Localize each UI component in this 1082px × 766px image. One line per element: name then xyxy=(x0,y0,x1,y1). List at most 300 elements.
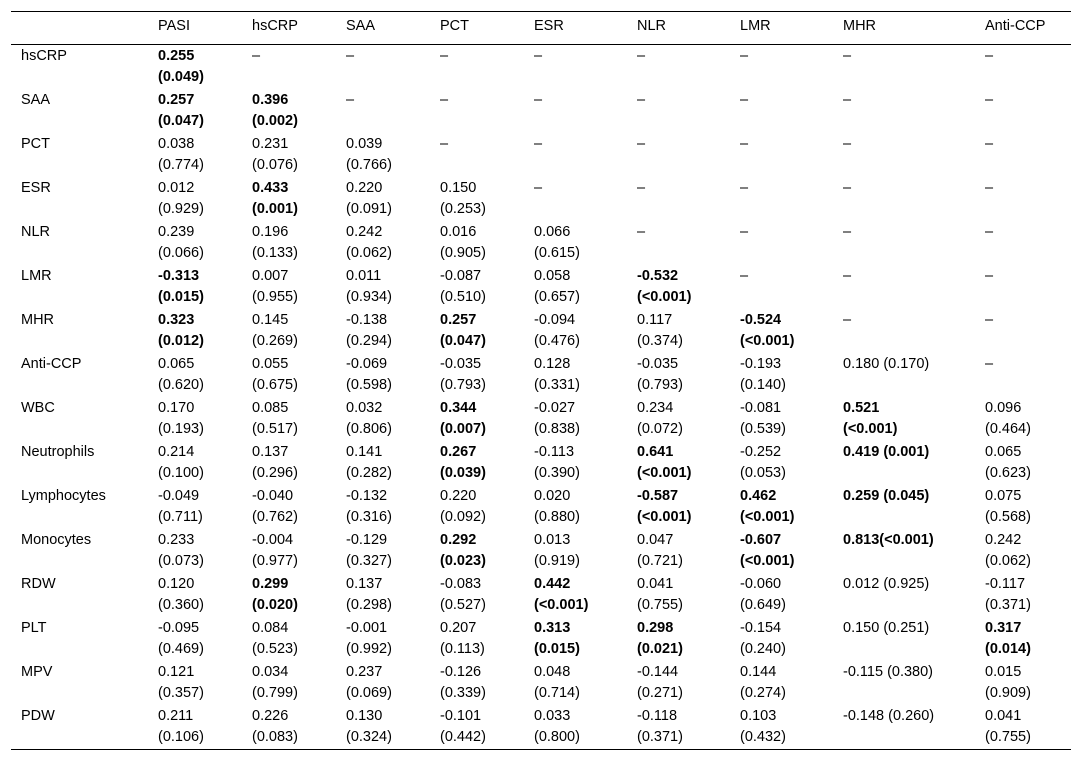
table-cell xyxy=(242,441,336,485)
p-value: (0.977) xyxy=(252,553,298,569)
correlation-value: 0.047 xyxy=(637,531,674,548)
table-cell xyxy=(336,485,430,529)
table-cell xyxy=(430,309,524,353)
correlation-value: 0.214 xyxy=(158,443,195,460)
header-row xyxy=(11,12,1071,45)
table-cell xyxy=(627,617,730,661)
p-value: (0.598) xyxy=(346,377,392,393)
table-cell xyxy=(730,177,833,221)
table-row xyxy=(11,617,1071,661)
correlation-value: 0.267 xyxy=(440,443,477,460)
table-cell xyxy=(975,661,1071,705)
table-cell xyxy=(975,265,1071,309)
row-label: Neutrophils xyxy=(21,443,95,460)
p-value: (0.762) xyxy=(252,509,298,525)
p-value: (0.047) xyxy=(158,113,204,129)
correlation-value: 0.323 xyxy=(158,311,195,328)
correlation-value: 0.231 xyxy=(252,135,289,152)
correlation-value: 0.259 (0.045) xyxy=(843,487,930,504)
correlation-value: – xyxy=(534,47,543,64)
p-value: (0.432) xyxy=(740,729,786,745)
correlation-value: -0.087 xyxy=(440,267,482,284)
table-cell xyxy=(833,529,975,573)
correlation-value: – xyxy=(740,223,749,240)
p-value: (0.919) xyxy=(534,553,580,569)
p-value: (0.766) xyxy=(346,157,392,173)
p-value: (0.374) xyxy=(637,333,683,349)
correlation-value: -0.193 xyxy=(740,355,782,372)
correlation-value: 0.144 xyxy=(740,663,777,680)
correlation-value: 0.207 xyxy=(440,619,477,636)
table-cell xyxy=(730,89,833,133)
table-cell xyxy=(242,353,336,397)
correlation-value: 0.039 xyxy=(346,135,383,152)
correlation-value: – xyxy=(843,311,852,328)
correlation-value: – xyxy=(985,223,994,240)
p-value: (0.298) xyxy=(346,597,392,613)
table-cell xyxy=(833,265,975,309)
correlation-value: – xyxy=(440,135,449,152)
row-label: Monocytes xyxy=(21,531,92,548)
correlation-value: – xyxy=(346,91,355,108)
table-cell xyxy=(148,265,242,309)
table-cell xyxy=(524,221,627,265)
correlation-value: 0.521 xyxy=(843,399,880,416)
table-cell xyxy=(627,309,730,353)
p-value: (<0.001) xyxy=(534,597,589,613)
column-header: SAA xyxy=(346,18,376,34)
table-cell xyxy=(975,221,1071,265)
correlation-value: 0.085 xyxy=(252,399,289,416)
correlation-value: 0.141 xyxy=(346,443,383,460)
correlation-value: – xyxy=(740,179,749,196)
p-value: (0.062) xyxy=(346,245,392,261)
correlation-value: -0.094 xyxy=(534,311,576,328)
table-cell xyxy=(627,133,730,177)
table-cell xyxy=(336,133,430,177)
p-value: (0.955) xyxy=(252,289,298,305)
row-label: PLT xyxy=(21,619,47,636)
table-row xyxy=(11,265,1071,309)
correlation-value: 0.011 xyxy=(346,267,382,284)
column-header: LMR xyxy=(740,18,771,34)
table-cell xyxy=(148,133,242,177)
p-value: (0.007) xyxy=(440,421,486,437)
p-value: (0.774) xyxy=(158,157,204,173)
correlation-value: – xyxy=(985,47,994,64)
p-value: (<0.001) xyxy=(740,333,795,349)
p-value: (0.464) xyxy=(985,421,1031,437)
table-cell xyxy=(242,661,336,705)
p-value: (0.069) xyxy=(346,685,392,701)
correlation-value: 0.075 xyxy=(985,487,1022,504)
correlation-value: -0.060 xyxy=(740,575,782,592)
table-cell xyxy=(430,89,524,133)
table-cell xyxy=(148,573,242,617)
table-cell xyxy=(242,133,336,177)
table-cell xyxy=(242,529,336,573)
table-cell xyxy=(524,133,627,177)
p-value: (<0.001) xyxy=(637,289,692,305)
correlation-value: 0.211 xyxy=(158,707,194,724)
table-cell xyxy=(524,529,627,573)
table-cell xyxy=(148,89,242,133)
p-value: (0.675) xyxy=(252,377,298,393)
p-value: (0.755) xyxy=(637,597,683,613)
table-cell xyxy=(730,441,833,485)
correlation-value: 0.255 xyxy=(158,47,195,64)
correlation-value: 0.130 xyxy=(346,707,383,724)
table-cell xyxy=(430,485,524,529)
p-value: (0.047) xyxy=(440,333,486,349)
correlation-value: – xyxy=(843,135,852,152)
correlation-value: 0.317 xyxy=(985,619,1022,636)
table-cell xyxy=(975,353,1071,397)
correlation-value: 0.055 xyxy=(252,355,289,372)
correlation-value: 0.813(<0.001) xyxy=(843,531,934,548)
p-value: (0.880) xyxy=(534,509,580,525)
table-cell xyxy=(524,617,627,661)
correlation-value: – xyxy=(843,179,852,196)
table-cell xyxy=(336,265,430,309)
p-value: (<0.001) xyxy=(740,553,795,569)
table-cell xyxy=(627,89,730,133)
p-value: (0.113) xyxy=(440,641,485,657)
table-cell xyxy=(730,529,833,573)
correlation-value: 0.058 xyxy=(534,267,571,284)
table-cell xyxy=(148,177,242,221)
p-value: (0.469) xyxy=(158,641,204,657)
correlation-value: -0.313 xyxy=(158,267,200,284)
p-value: (<0.001) xyxy=(843,421,898,437)
table-cell xyxy=(430,177,524,221)
table-cell xyxy=(336,177,430,221)
table-cell xyxy=(524,353,627,397)
correlation-value: 0.344 xyxy=(440,399,477,416)
table-row xyxy=(11,573,1071,617)
table-row xyxy=(11,441,1071,485)
table-cell xyxy=(833,485,975,529)
table-cell xyxy=(833,44,975,89)
p-value: (0.133) xyxy=(252,245,298,261)
correlation-value: 0.180 (0.170) xyxy=(843,355,930,372)
correlation-value: 0.117 xyxy=(637,311,673,328)
correlation-value: – xyxy=(252,47,261,64)
correlation-value: -0.126 xyxy=(440,663,482,680)
p-value: (0.269) xyxy=(252,333,298,349)
correlation-value: – xyxy=(740,47,749,64)
table-cell xyxy=(524,705,627,750)
correlation-value: 0.641 xyxy=(637,443,674,460)
table-cell xyxy=(627,529,730,573)
correlation-value: – xyxy=(637,179,646,196)
correlation-value: 0.016 xyxy=(440,223,477,240)
correlation-value: 0.032 xyxy=(346,399,383,416)
correlation-value: -0.001 xyxy=(346,619,388,636)
table-cell xyxy=(242,397,336,441)
correlation-value: – xyxy=(985,179,994,196)
p-value: (0.793) xyxy=(637,377,683,393)
table-cell xyxy=(148,705,242,750)
table-cell xyxy=(430,661,524,705)
table-cell xyxy=(627,353,730,397)
table-cell xyxy=(524,573,627,617)
correlation-value: – xyxy=(843,47,852,64)
table-cell xyxy=(730,397,833,441)
correlation-value: 0.170 xyxy=(158,399,195,416)
table-cell xyxy=(627,397,730,441)
p-value: (0.339) xyxy=(440,685,486,701)
table-row xyxy=(11,309,1071,353)
p-value: (0.002) xyxy=(252,113,298,129)
correlation-value: 0.065 xyxy=(985,443,1022,460)
correlation-value: – xyxy=(346,47,355,64)
p-value: (0.100) xyxy=(158,465,204,481)
table-cell xyxy=(430,441,524,485)
table-row xyxy=(11,133,1071,177)
table-cell xyxy=(627,485,730,529)
table-cell xyxy=(833,397,975,441)
table-cell xyxy=(430,44,524,89)
p-value: (0.015) xyxy=(534,641,580,657)
p-value: (<0.001) xyxy=(740,509,795,525)
table-cell xyxy=(833,705,975,750)
p-value: (0.510) xyxy=(440,289,486,305)
correlation-value: -0.040 xyxy=(252,487,294,504)
p-value: (0.294) xyxy=(346,333,392,349)
table-cell xyxy=(975,89,1071,133)
table-cell xyxy=(627,221,730,265)
correlation-value: 0.013 xyxy=(534,531,571,548)
table-cell xyxy=(242,265,336,309)
table-cell xyxy=(730,221,833,265)
correlation-value: 0.396 xyxy=(252,91,289,108)
table-cell xyxy=(148,529,242,573)
correlation-value: 0.137 xyxy=(252,443,289,460)
table-cell xyxy=(833,89,975,133)
correlation-value: – xyxy=(843,223,852,240)
table-cell xyxy=(430,617,524,661)
table-cell xyxy=(524,89,627,133)
column-header: ESR xyxy=(534,18,564,34)
p-value: (0.296) xyxy=(252,465,298,481)
p-value: (0.929) xyxy=(158,201,204,217)
column-header: hsCRP xyxy=(252,18,298,34)
table-cell xyxy=(336,221,430,265)
correlation-value: 0.299 xyxy=(252,575,289,592)
correlation-value: -0.154 xyxy=(740,619,782,636)
table-cell xyxy=(730,573,833,617)
correlation-value: -0.607 xyxy=(740,531,782,548)
table-cell xyxy=(524,177,627,221)
table-cell xyxy=(975,177,1071,221)
table-cell xyxy=(627,441,730,485)
table-cell xyxy=(242,573,336,617)
p-value: (0.838) xyxy=(534,421,580,437)
table-cell xyxy=(524,44,627,89)
p-value: (0.282) xyxy=(346,465,392,481)
table-cell xyxy=(148,485,242,529)
column-header: NLR xyxy=(637,18,667,34)
table-cell xyxy=(336,44,430,89)
column-header: PASI xyxy=(158,18,190,34)
correlation-value: 0.012 (0.925) xyxy=(843,575,930,592)
correlation-value: 0.242 xyxy=(985,531,1022,548)
table-cell xyxy=(148,221,242,265)
correlation-value: – xyxy=(740,91,749,108)
correlation-value: – xyxy=(534,91,543,108)
correlation-value: 0.096 xyxy=(985,399,1022,416)
row-label: LMR xyxy=(21,267,52,284)
table-cell xyxy=(336,617,430,661)
p-value: (0.039) xyxy=(440,465,486,481)
correlation-value: 0.220 xyxy=(346,179,383,196)
table-cell xyxy=(430,265,524,309)
p-value: (0.091) xyxy=(346,201,392,217)
correlation-value: 0.120 xyxy=(158,575,195,592)
correlation-value: 0.292 xyxy=(440,531,477,548)
row-label: MPV xyxy=(21,663,53,680)
p-value: (0.371) xyxy=(637,729,683,745)
p-value: (0.062) xyxy=(985,553,1031,569)
correlation-value: 0.419 (0.001) xyxy=(843,443,930,460)
p-value: (0.793) xyxy=(440,377,486,393)
correlation-value: 0.041 xyxy=(985,707,1022,724)
table-cell xyxy=(730,353,833,397)
p-value: (0.371) xyxy=(985,597,1031,613)
correlation-value: -0.069 xyxy=(346,355,388,372)
correlation-value: 0.103 xyxy=(740,707,777,724)
correlation-value: – xyxy=(740,135,749,152)
p-value: (0.755) xyxy=(985,729,1031,745)
table-cell xyxy=(336,441,430,485)
table-cell xyxy=(975,441,1071,485)
correlation-value: -0.138 xyxy=(346,311,388,328)
table-cell xyxy=(148,397,242,441)
table-cell xyxy=(627,661,730,705)
correlation-value: 0.033 xyxy=(534,707,571,724)
correlation-value: 0.239 xyxy=(158,223,195,240)
table-cell xyxy=(975,617,1071,661)
correlation-value: – xyxy=(985,91,994,108)
row-label: WBC xyxy=(21,399,55,416)
correlation-value: -0.148 (0.260) xyxy=(843,707,935,724)
correlation-value: 0.150 (0.251) xyxy=(843,619,930,636)
correlation-value: – xyxy=(440,91,449,108)
p-value: (0.271) xyxy=(637,685,683,701)
correlation-value: – xyxy=(843,267,852,284)
table-cell xyxy=(730,705,833,750)
correlation-value: – xyxy=(637,223,646,240)
table-cell xyxy=(148,661,242,705)
correlation-value: – xyxy=(637,135,646,152)
correlation-value: -0.035 xyxy=(440,355,482,372)
p-value: (0.615) xyxy=(534,245,580,261)
p-value: (0.106) xyxy=(158,729,204,745)
p-value: (0.253) xyxy=(440,201,486,217)
table-cell xyxy=(242,705,336,750)
correlation-value: 0.242 xyxy=(346,223,383,240)
correlation-value: – xyxy=(740,267,749,284)
table-cell xyxy=(975,309,1071,353)
table-cell xyxy=(148,617,242,661)
correlation-value: 0.121 xyxy=(158,663,195,680)
correlation-value: 0.257 xyxy=(440,311,477,328)
table-cell xyxy=(833,353,975,397)
correlation-value: 0.150 xyxy=(440,179,477,196)
table-cell xyxy=(833,573,975,617)
table-row xyxy=(11,44,1071,89)
correlation-value: 0.442 xyxy=(534,575,571,592)
table-cell xyxy=(627,177,730,221)
row-label: ESR xyxy=(21,179,51,196)
table-cell xyxy=(242,221,336,265)
table-cell xyxy=(730,485,833,529)
correlation-value: -0.113 xyxy=(534,443,575,460)
p-value: (<0.001) xyxy=(637,465,692,481)
table-cell xyxy=(833,221,975,265)
correlation-value: 0.234 xyxy=(637,399,674,416)
p-value: (0.909) xyxy=(985,685,1031,701)
table-cell xyxy=(242,617,336,661)
table-cell xyxy=(336,397,430,441)
correlation-value: – xyxy=(985,355,994,372)
table-cell xyxy=(524,441,627,485)
p-value: (0.053) xyxy=(740,465,786,481)
table-cell xyxy=(730,661,833,705)
correlation-value: 0.462 xyxy=(740,487,777,504)
p-value: (0.523) xyxy=(252,641,298,657)
correlation-value: -0.027 xyxy=(534,399,576,416)
table-cell xyxy=(430,397,524,441)
correlation-value: 0.128 xyxy=(534,355,571,372)
correlation-value: -0.101 xyxy=(440,707,482,724)
p-value: (0.072) xyxy=(637,421,683,437)
table-cell xyxy=(336,309,430,353)
table-cell xyxy=(975,397,1071,441)
correlation-value: 0.433 xyxy=(252,179,289,196)
correlation-value: 0.145 xyxy=(252,311,289,328)
p-value: (0.390) xyxy=(534,465,580,481)
column-header xyxy=(11,12,148,45)
table-cell xyxy=(524,397,627,441)
correlation-value: 0.041 xyxy=(637,575,674,592)
table-cell xyxy=(148,44,242,89)
correlation-value: 0.048 xyxy=(534,663,571,680)
p-value: (0.193) xyxy=(158,421,204,437)
column-header: MHR xyxy=(843,18,877,34)
correlation-value: 0.220 xyxy=(440,487,477,504)
table-cell xyxy=(833,177,975,221)
table-cell xyxy=(336,573,430,617)
p-value: (0.934) xyxy=(346,289,392,305)
p-value: (0.092) xyxy=(440,509,486,525)
p-value: (0.721) xyxy=(637,553,683,569)
p-value: (0.327) xyxy=(346,553,392,569)
table-cell xyxy=(430,353,524,397)
p-value: (0.539) xyxy=(740,421,786,437)
p-value: (0.476) xyxy=(534,333,580,349)
p-value: (0.657) xyxy=(534,289,580,305)
table-cell xyxy=(430,133,524,177)
table-row xyxy=(11,485,1071,529)
correlation-value: – xyxy=(985,267,994,284)
p-value: (0.714) xyxy=(534,685,580,701)
p-value: (0.623) xyxy=(985,465,1031,481)
table-row xyxy=(11,529,1071,573)
table-cell xyxy=(627,265,730,309)
p-value: (0.649) xyxy=(740,597,786,613)
